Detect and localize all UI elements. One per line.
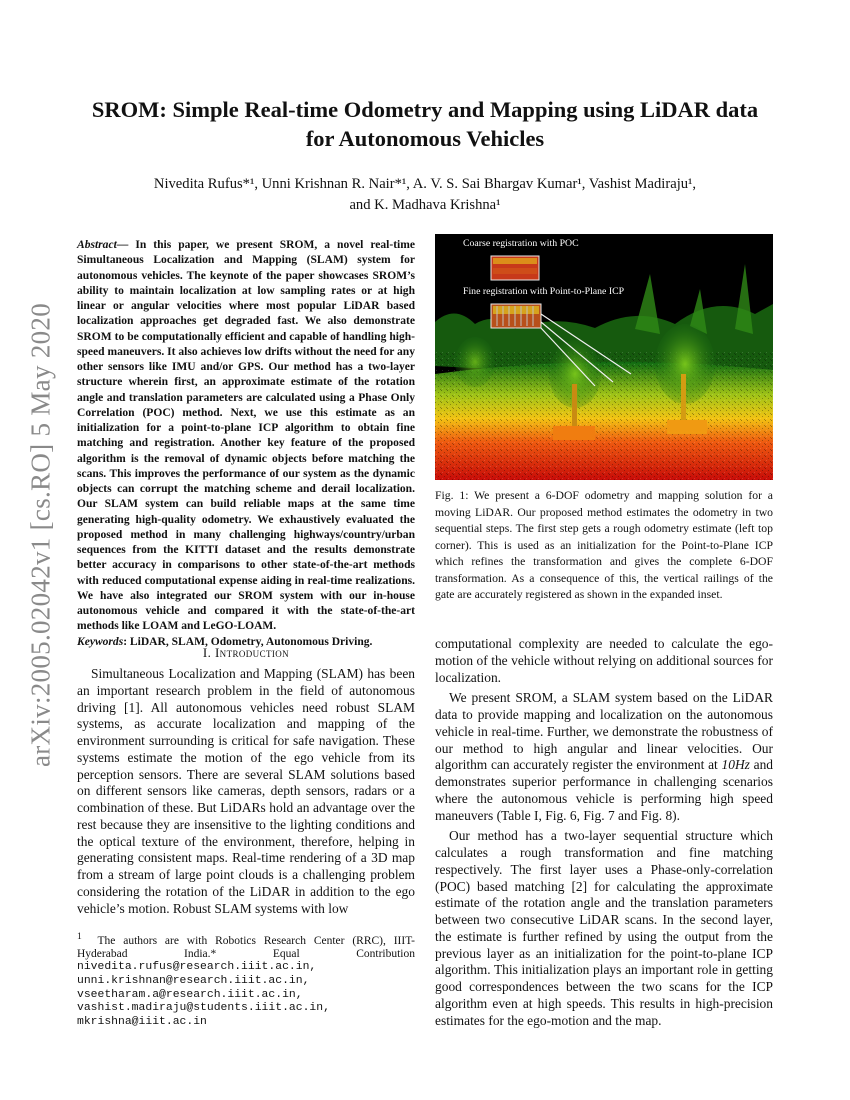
keywords-label: Keywords bbox=[77, 635, 124, 648]
lidar-pointcloud-figure bbox=[435, 234, 773, 480]
abstract-label: Abstract bbox=[77, 239, 117, 251]
paragraph-continued: computational complexity are needed to calculate the ego-motion of the vehicle without relying on additional sources for localization. bbox=[435, 636, 773, 685]
keywords-text: : LiDAR, SLAM, Odometry, Autonomous Driving. bbox=[123, 635, 373, 648]
abstract bbox=[77, 238, 415, 650]
intro-paragraph-1: Simultaneous Localization and Mapping (SLAM) has been an important research problem in the field of autonomous driving [1]. All autonomous vehicles need robust SLAM systems, as accurate localization and mapping of the environment surrounding is critical for safe navigation. These systems estimate the motion of the ego vehicle from its perception sensors. There are several SLAM solutions based on different sensors like cameras, depth sensors, radars or a combination of these. But LiDARs hold an advantage over the rest because they are insensitive to the lighting conditions and the optical texture of the environment, therefore, helping in generating consistent maps. Real-time rendering of a 3D map from a stream of large point clouds is a challenging problem considering the rotation of the LiDAR in addition to the ego vehicle’s motion. Robust SLAM systems with low bbox=[77, 666, 415, 916]
right-column-body bbox=[435, 636, 773, 1029]
abstract-text: — In this paper, we present SROM, a novel real-time Simultaneous Localization and Mapping (SLAM) system for autonomous vehicles. The keynote of the paper showcases SROM’s ability to maintain localization at low sampling rates or at high linear or angular velocities where most popular LiDAR based localization approaches get degraded fast. We also demonstrate SROM to be computationally efficient and capable of handling high-speed maneuvers. It also achieves low drifts without the need for any other sensors like IMU and/or GPS. Our method has a two-layer structure wherein first, an approximate estimate of the rotation angle and translation parameters are calculated using a Phase Only Correlation (POC) method. Next, we use this estimate as an initialization for a point-to-plane ICP algorithm to obtain fine matching and registration. Another key feature of the proposed algorithm is the removal of dynamic objects before matching the scans. This improves the performance of our system as the dynamic objects can corrupt the matching scheme and derail localization. Our SLAM system can build reliable maps at the same time generating high-quality odometry. We exhaustively evaluated the proposed method in many challenging highways/country/urban sequences from the KITTI dataset and the results demonstrate better accuracy in comparisons to other state-of-the-art methods with reduced computational expense aiding in real-time realizations. We have also integrated our SROM system with our in-house autonomous vehicle and compared it with the state-of-the-art methods like LOAM and LeGO-LOAM. bbox=[77, 239, 415, 633]
author-list bbox=[80, 174, 770, 216]
paper-title: SROM: Simple Real-time Odometry and Mapping using LiDAR data for Autonomous Vehicles bbox=[91, 97, 759, 151]
figure-caption: Fig. 1: We present a 6-DOF odometry and mapping solution for a moving LiDAR. Our proposed method estimates the odometry in two sequential steps. The first step gets a rough odometry estimate (left top corner). This is used as an initialization for the Point-to-Plane ICP which refines the transformation and gives the complete 6-DOF transformation. As a consequence of this, the vertical railings of the gate are accurately registered as shown in the expanded inset. bbox=[435, 489, 773, 602]
email-line: nivedita.rufus@research.iiit.ac.in, bbox=[77, 961, 317, 974]
paragraph-method-structure: Our method has a two-layer sequential structure which calculates a rough transformation and fine matching respectively. The first layer uses a Phase-only-correlation (POC) based matching [2] for calculating the approximate estimate of the rotation angle and the translation parameters between two consecutive LiDAR scans. In the second layer, the estimate is further refined by using the output from the previous layer as an initialization for the point-to-plane ICP algorithm. This initialization plays an important role in getting good correspondences between the two scans for the ICP algorithm even at high speeds. This results in high-precision estimates for the ego-motion and the map. bbox=[435, 828, 773, 1028]
figure-label-coarse: Coarse registration with POC bbox=[463, 238, 579, 249]
pointcloud-image bbox=[435, 234, 773, 480]
arxiv-stamp: arXiv:2005.02042v1 [cs.RO] 5 May 2020 bbox=[25, 302, 56, 768]
footnote-text: The authors are with Robotics Research Center (RRC), IIIT-Hyderabad India.* Equal Contribution bbox=[77, 934, 415, 961]
math-frequency: 10Hz bbox=[721, 757, 750, 773]
paragraph-srom-overview: We present SROM, a SLAM system based on the LiDAR data to provide mapping and localization on the autonomous vehicle in real-time. Further, we demonstrate the robustness of our method to high angular and linear velocities. Our algorithm can accurately register the environment at 10Hz and demonstrates superior performance in challenging scenarios where the autonomous vehicle is performing high speed maneuvers (Table I, Fig. 6, Fig. 7 and Fig. 8). bbox=[435, 690, 774, 823]
footnote-mark: 1 bbox=[77, 931, 82, 942]
email-line: vseetharam.a@research.iiit.ac.in, bbox=[77, 988, 303, 1001]
author-line-1: Nivedita Rufus*¹, Unni Krishnan R. Nair*¹, A. V. S. Sai Bhargav Kumar¹, Vashist Madiraju¹, bbox=[153, 176, 697, 192]
author-emails bbox=[77, 961, 415, 1029]
section-heading-introduction: I. Introduction bbox=[202, 645, 290, 660]
author-line-2: and K. Madhava Krishna¹ bbox=[349, 197, 501, 213]
email-line: mkrishna@iiit.ac.in bbox=[77, 1015, 207, 1028]
email-line: unni.krishnan@research.iiit.ac.in, bbox=[77, 975, 310, 988]
figure-label-fine: Fine registration with Point-to-Plane ICP bbox=[463, 286, 625, 297]
email-line: vashist.madiraju@students.iiit.ac.in, bbox=[77, 1002, 330, 1015]
introduction-body bbox=[77, 666, 415, 917]
affiliation-footnote bbox=[77, 930, 415, 1029]
